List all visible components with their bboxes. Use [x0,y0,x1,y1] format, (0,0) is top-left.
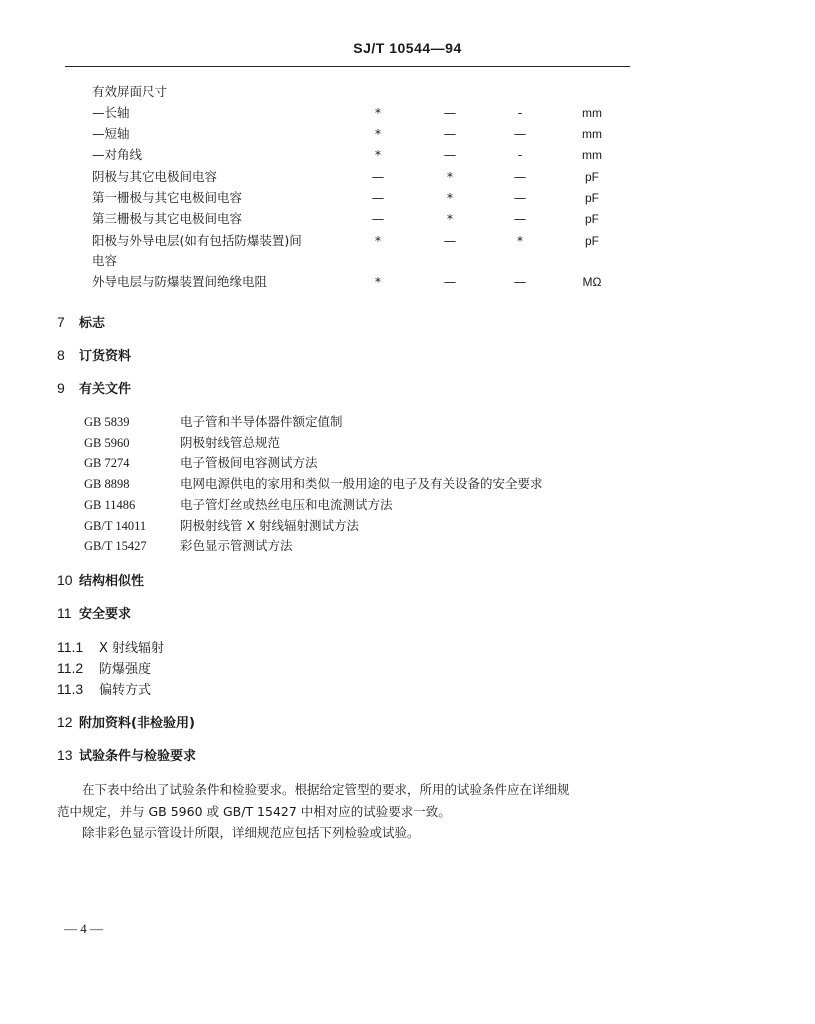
row-cell-1: * [374,126,382,141]
section-number: 13 [57,747,73,763]
section-number: 7 [57,314,65,330]
row-cell-2: * [446,169,454,184]
row-unit: mm [582,106,602,120]
section-title: 安全要求 [79,607,132,622]
row-cell-2: * [446,190,454,205]
row-cell-1: — [371,211,385,226]
table-row [92,209,632,229]
standard-code: GB 8898 [84,477,130,492]
row-label: 阳极与外导电层(如有包括防爆装置)间 [92,233,302,248]
subsection-number: 11.1 [57,639,84,655]
table-row [92,145,632,165]
section-title: 订货资料 [79,349,132,364]
section-heading-11 [57,603,131,623]
section-number: 9 [57,380,65,396]
section-heading-10 [57,570,144,590]
standard-code: GB 11486 [84,497,136,512]
row-label: —长轴 [92,105,130,120]
subsection-11-2 [57,658,151,678]
row-label-continuation: 电容 [92,253,118,268]
row-cell-3: - [517,147,523,162]
page-number: — 4 — [64,921,103,936]
row-cell-2: — [443,233,457,248]
row-cell-1: * [374,274,382,289]
row-label: 外导电层与防爆装置间绝缘电阻 [92,274,268,289]
row-label: —短轴 [92,126,130,141]
subsection-11-1 [57,637,164,657]
row-cell-3: — [513,211,527,226]
row-cell-1: * [374,233,382,248]
row-cell-3: — [513,274,527,289]
row-cell-3: * [516,233,524,248]
standard-code: GB 5839 [84,415,130,429]
subsection-title: 偏转方式 [99,683,152,698]
section-heading-12 [57,712,195,732]
section-heading-9 [57,378,131,398]
standard-code: GB/T 15427 [84,539,147,554]
section-heading-7 [57,312,105,332]
paragraph-1-line-1: 在下表中给出了试验条件和检验要求。根据给定管型的要求，所用的试验条件应在详细规 [82,782,570,797]
row-cell-3: - [517,105,523,120]
row-cell-2: — [443,105,457,120]
subsection-number: 11.3 [57,681,84,697]
section-number: 10 [57,572,73,588]
standard-title: 电子管和半导体器件额定值制 [180,414,343,429]
standard-title: 电子管极间电容测试方法 [180,455,318,471]
standard-title: 阴极射线管总规范 [180,434,281,450]
row-label: 阴极与其它电极间电容 [92,169,218,184]
table-row [92,103,632,123]
row-unit: pF [584,191,599,205]
section-title: 结构相似性 [79,574,145,589]
row-unit: pF [584,234,599,248]
row-cell-2: — [443,126,457,141]
table-row [92,167,632,187]
paragraph-2: 除非彩色显示管设计所限，详细规范应包括下列检验或试验。 [82,825,420,840]
row-cell-1: — [371,169,385,184]
table-row [92,188,632,208]
paragraph-1-line-2: 范中规定，并与 GB 5960 或 GB/T 15427 中相对应的试验要求一致。 [57,804,451,819]
group-title-label: 有效屏面尺寸 [92,84,168,99]
row-cell-3: — [513,169,527,184]
section-title: 试验条件与检验要求 [79,749,197,764]
section-title: 标志 [79,316,106,331]
subsection-number: 11.2 [57,660,84,676]
subsection-11-3 [57,679,151,699]
row-label: 第一栅极与其它电极间电容 [92,190,243,205]
standard-title: 阴极射线管 X 射线辐射测试方法 [180,517,360,533]
subsection-title: 防爆强度 [99,662,152,677]
row-unit: pF [584,212,599,226]
section-title: 有关文件 [79,382,132,397]
standard-code: GB 5960 [84,435,130,450]
row-unit: MΩ [582,275,602,289]
standard-title: 电子管灯丝或热丝电压和电流测试方法 [180,496,393,512]
row-unit: mm [582,127,602,141]
row-cell-1: — [371,190,385,205]
row-unit: mm [582,148,602,162]
standard-title: 彩色显示管测试方法 [180,538,293,554]
row-cell-2: * [446,211,454,226]
standard-code: GB 7274 [84,456,130,471]
row-cell-1: * [374,147,382,162]
row-cell-3: — [513,190,527,205]
row-cell-2: — [443,147,457,162]
section-number: 12 [57,714,73,730]
row-label: 第三栅极与其它电极间电容 [92,211,243,226]
section-heading-8 [57,345,131,365]
standard-code: GB/T 14011 [84,518,147,533]
row-cell-2: — [443,274,457,289]
table-row [92,272,632,292]
row-cell-3: — [513,126,527,141]
header-rule [65,66,630,67]
table-row [92,231,632,268]
row-unit: pF [584,170,599,184]
section-number: 11 [57,605,72,621]
subsection-title: X 射线辐射 [99,641,165,656]
table-row [92,124,632,144]
section-title: 附加资料(非检验用) [79,716,195,731]
table-group-title [92,82,632,102]
page-header: SJ/T 10544—94 [353,40,462,56]
section-number: 8 [57,347,65,363]
standard-title: 电网电源供电的家用和类似一般用途的电子及有关设备的安全要求 [180,476,543,492]
row-cell-1: * [374,105,382,120]
row-label: —对角线 [92,147,143,162]
section-heading-13 [57,745,196,765]
